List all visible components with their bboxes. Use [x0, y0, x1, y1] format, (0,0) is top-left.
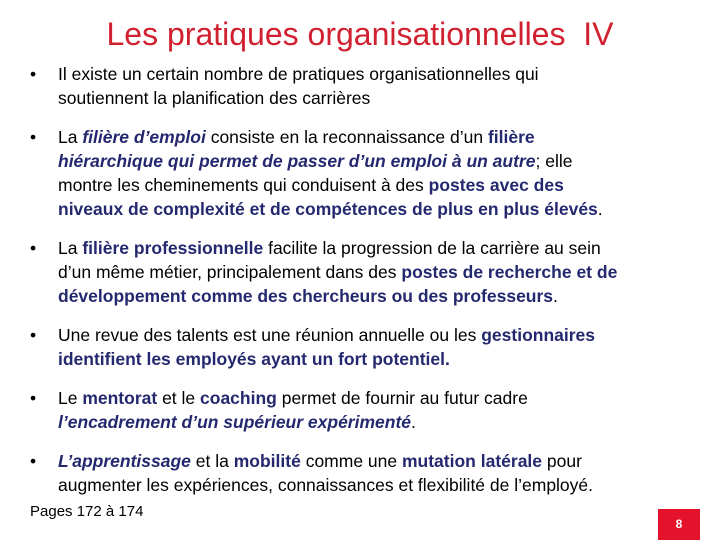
body-text: pour: [542, 451, 582, 471]
bullet-line: [58, 149, 710, 173]
highlighted-text: hiérarchique qui permet de passer d’un emploi à un autre: [58, 151, 536, 171]
body-text: La: [58, 238, 83, 258]
bullet-marker: •: [30, 238, 37, 258]
highlighted-text: mobilité: [233, 451, 301, 471]
body-text: facilite la progression de la carrière au sein: [263, 238, 601, 258]
bullet-marker: •: [30, 451, 37, 471]
highlighted-text: mutation latérale: [401, 451, 543, 471]
bullet-marker: •: [30, 325, 37, 345]
bullet-line: [58, 125, 710, 149]
body-text: Une revue des talents est une réunion annuelle ou les: [58, 325, 482, 345]
body-text: et le: [157, 388, 201, 408]
highlighted-text: filière d’emploi: [82, 127, 206, 147]
body-text: Il existe un certain nombre de pratiques organisationnelles qui: [58, 64, 539, 84]
highlighted-text: niveaux de complexité et de compétences de plus en plus élevés: [58, 199, 598, 219]
bullet-line: [58, 260, 710, 284]
body-text: ; elle: [535, 151, 573, 171]
slide-title: Les pratiques organisationnelles IV: [106, 16, 614, 52]
bullet-line: [58, 62, 710, 86]
body-text: permet de fournir au futur cadre: [276, 388, 528, 408]
highlighted-text: postes avec des: [428, 175, 564, 195]
bullet-line: [58, 449, 710, 473]
highlighted-text: développement comme des chercheurs ou des professeurs: [58, 286, 554, 306]
highlighted-text: l’encadrement d’un supérieur expérimenté: [58, 412, 412, 432]
bullet-item: [30, 386, 710, 434]
body-text: .: [597, 199, 603, 219]
body-text: consiste en la reconnaissance d’un: [205, 127, 488, 147]
bullet-item: [30, 449, 710, 497]
body-text: .: [553, 286, 558, 306]
body-text: .: [411, 412, 416, 432]
bullet-line: [58, 236, 710, 260]
highlighted-text: postes de recherche et de: [401, 262, 618, 282]
bullet-marker: •: [30, 64, 37, 84]
bullet-item: [30, 323, 710, 371]
body-text: comme une: [300, 451, 402, 471]
bullet-line: [58, 386, 710, 410]
page-number-badge: 8: [658, 509, 700, 540]
page-reference: Pages 172 à 174: [30, 503, 144, 520]
bullet-marker: •: [30, 388, 37, 408]
bullet-list: [30, 62, 710, 512]
bullet-line: [58, 284, 710, 308]
bullet-line: [58, 173, 710, 197]
bullet-item: [30, 125, 710, 221]
highlighted-text: L’apprentissage: [58, 451, 191, 471]
bullet-line: [58, 410, 710, 434]
highlighted-text: coaching: [200, 388, 277, 408]
bullet-item: [30, 236, 710, 308]
highlighted-text: mentorat: [82, 388, 158, 408]
highlighted-text: filière: [487, 127, 535, 147]
body-text: Le: [58, 388, 83, 408]
highlighted-text: gestionnaires: [481, 325, 596, 345]
body-text: soutiennent la planification des carrières: [58, 88, 371, 108]
body-text: montre les cheminements qui conduisent à des: [58, 175, 429, 195]
body-text: d’un même métier, principalement dans des: [58, 262, 402, 282]
highlighted-text: filière professionnelle: [82, 238, 264, 258]
body-text: et la: [190, 451, 234, 471]
bullet-line: [58, 473, 710, 497]
bullet-marker: •: [30, 127, 37, 147]
body-text: augmenter les expériences, connaissances et flexibilité de l’employé.: [58, 475, 594, 495]
bullet-line: [58, 323, 710, 347]
bullet-line: [58, 86, 710, 110]
bullet-item: [30, 62, 710, 110]
bullet-line: [58, 197, 710, 221]
bullet-line: [58, 347, 710, 371]
highlighted-text: identifient les employés ayant un fort potentiel.: [58, 349, 450, 369]
body-text: La: [58, 127, 83, 147]
